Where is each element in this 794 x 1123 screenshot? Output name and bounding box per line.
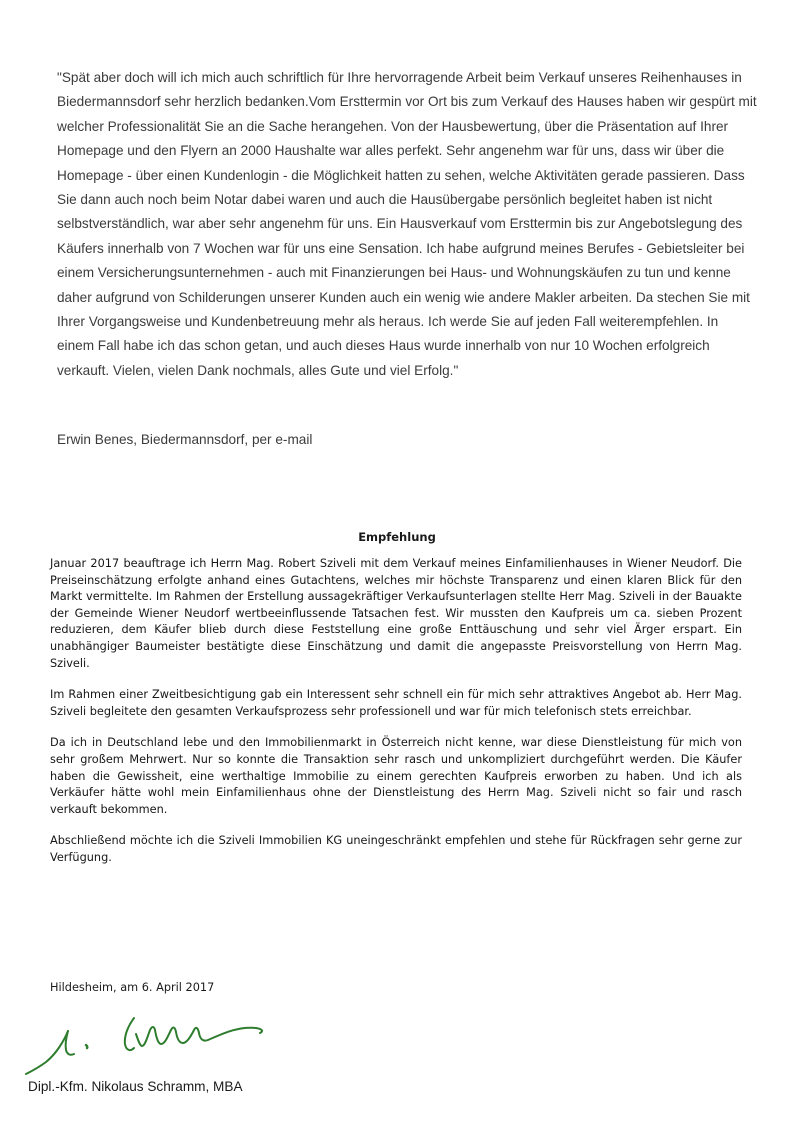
testimonial-text: "Spät aber doch will ich mich auch schriftlich für Ihre hervorragende Arbeit beim Verkauf unseres Reihenhauses in Biedermannsdorf sehr herzlich bedanken.Vom Ersttermin vor Ort bis zum Verkauf des Hauses haben wir gespürt mit welcher Professionalität Sie an die Sache herangehen. Von der Hausbewertung, über die Präsentation auf Ihrer Homepage und den Flyern an 2000 Haushalte war alles perfekt. Sehr angenehm war für uns, dass wir über die Homepage - über einen Kundenlogin - die Möglichkeit hatten zu sehen, welche Aktivitäten gerade passieren. Dass Sie dann auch noch beim Notar dabei waren und auch die Hausübergabe persönlich begleitet haben ist nicht selbstverständlich, war aber sehr angenehm für uns. Ein Hausverkauf vom Ersttermin bis zur Angebotslegung des Käufers innerhalb von 7 Wochen war für uns eine Sensation. Ich habe aufgrund meines Berufes - Gebietsleiter bei einem Versicherungsunternehmen - auch mit Finanzierungen bei Haus- und Wohnungskäufen zu tun und kenne daher aufgrund von Schilderungen unserer Kunden auch ein wenig wie andere Makler arbeiten. Da stechen Sie mit Ihrer Vorgangsweise und Kundenbetreuung mehr als heraus. Ich werde Sie auf jeden Fall weiterempfehlen. In einem Fall habe ich das schon getan, und auch dieses Haus wurde innerhalb von nur 10 Wochen erfolgreich verkauft. Vielen, vielen Dank nochmals, alles Gute und viel Erfolg." bbox=[57, 70, 757, 378]
place-date: Hildesheim, am 6. April 2017 bbox=[50, 981, 215, 994]
letter-body bbox=[50, 556, 742, 867]
letter-heading: Empfehlung bbox=[358, 530, 436, 544]
letter-paragraph: Januar 2017 beauftrage ich Herrn Mag. Robert Sziveli mit dem Verkauf meines Einfamilienhauses in Wiener Neudorf. Die Preiseinschätzung erfolgte anhand eines Gutachtens, welches mir höchste Transparenz und einen klaren Blick für den Markt vermittelte. Im Rahmen der Erstellung aussagekräftiger Verkaufsunterlagen stellte Herr Mag. Sziveli in der Bauakte der Gemeinde Wiener Neudorf wertbeeinflussende Tatsachen fest. Wir mussten den Kaufpreis um ca. sieben Prozent reduzieren, dem Käufer blieb durch diese Feststellung eine große Enttäuschung und sehr viel Ärger erspart. Ein unabhängiger Baumeister bestätigte diese Einschätzung und damit die angepasste Preisvorstellung von Herrn Mag. Sziveli. bbox=[50, 557, 742, 670]
signer-name: Dipl.-Kfm. Nikolaus Schramm, MBA bbox=[28, 1079, 243, 1094]
letter-paragraph: Abschließend möchte ich die Sziveli Immobilien KG uneingeschränkt empfehlen und stehe für Rückfragen sehr gerne zur Verfügung. bbox=[50, 834, 742, 864]
handwritten-signature bbox=[24, 996, 274, 1078]
letter-paragraph: Im Rahmen einer Zweitbesichtigung gab ein Interessent sehr schnell ein für mich sehr attraktives Angebot ab. Herr Mag. Sziveli begleitete den gesamten Verkaufsprozess sehr professionell und war für mich telefonisch stets erreichbar. bbox=[50, 688, 742, 718]
letter-paragraph: Da ich in Deutschland lebe und den Immobilienmarkt in Österreich nicht kenne, war diese Dienstleistung für mich von sehr großem Mehrwert. Nur so konnte die Transaktion sehr rasch und unkompliziert durchgeführt werden. Die Käufer haben die Gewissheit, eine werthaltige Immobilie zu einem gerechten Kaufpreis erworben zu haben. Und ich als Verkäufer hätte wohl mein Einfamilienhaus ohne der Dienstleistung des Herrn Mag. Sziveli nicht so fair und rasch verkauft bekommen. bbox=[50, 736, 742, 816]
testimonial-author: Erwin Benes, Biedermannsdorf, per e-mail bbox=[57, 432, 313, 447]
testimonial-quote bbox=[57, 66, 757, 383]
